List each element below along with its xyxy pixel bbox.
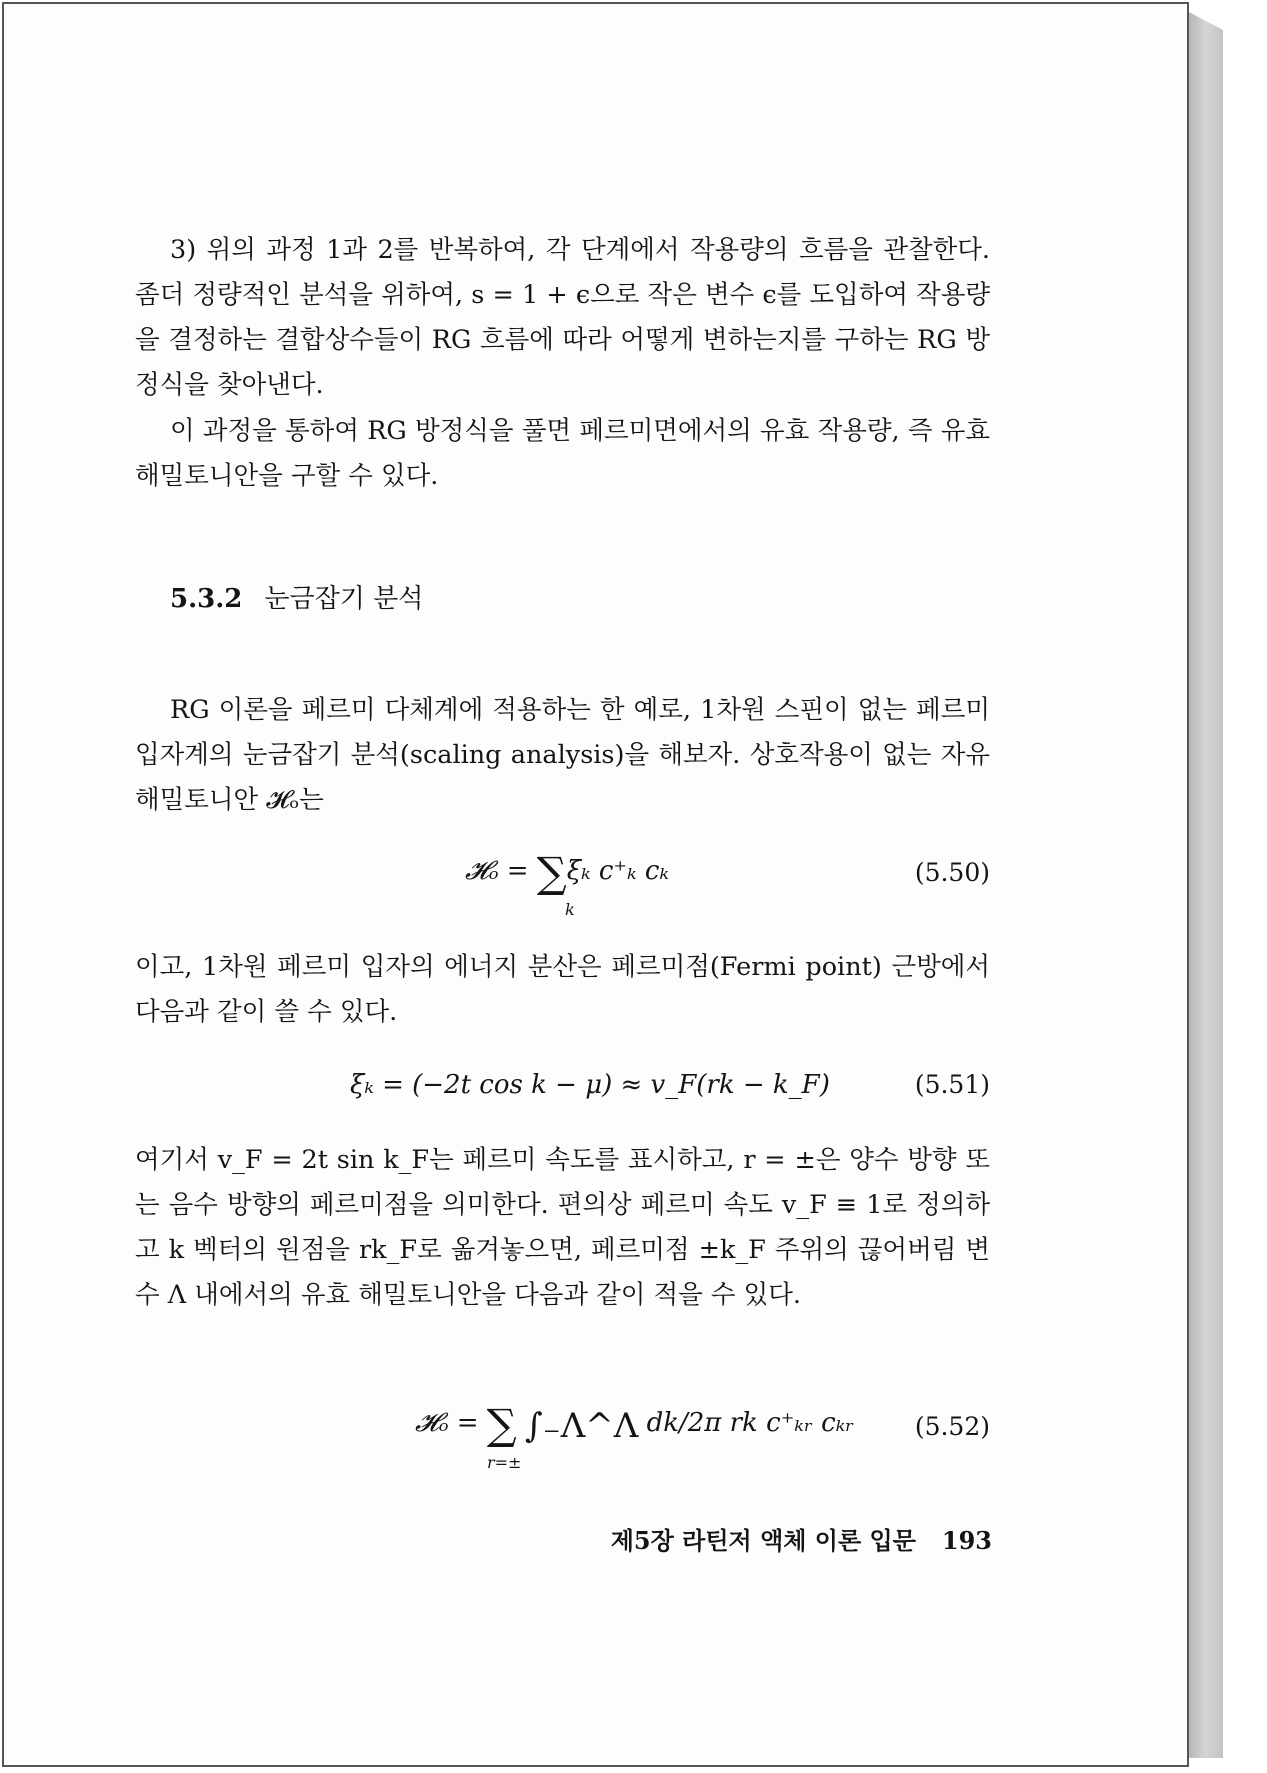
equation-5-50-number: (5.50) — [914, 858, 990, 887]
equation-5-50-sum-index: k — [565, 900, 575, 919]
equation-5-52-formula: 𝓗ₒ = ∑ ∫₋Λ^Λ dk/2π rk c⁺ₖᵣ cₖᵣ — [415, 1400, 855, 1449]
section-title: 눈금잡기 분석 — [264, 584, 424, 614]
page-edge-shadow — [1189, 12, 1223, 1758]
section-heading — [170, 578, 423, 615]
paragraph-dispersion: 이고, 1차원 페르미 입자의 에너지 분산은 페르미점(Fermi point) 근방에서 다음과 같이 쓸 수 있다. — [135, 952, 990, 1027]
section-number: 5.3.2 — [170, 584, 243, 614]
paragraph-scaling-intro: RG 이론을 페르미 다체계에 적용하는 한 예로, 1차원 스핀이 없는 페르미 입자계의 눈금잡기 분석(scaling analysis)을 해보자. 상호작용이 없는 자유 해밀토니안 𝓗ₒ는 — [135, 695, 990, 815]
equation-5-52 — [135, 1395, 990, 1475]
equation-5-52-number: (5.52) — [914, 1412, 990, 1441]
equation-5-51 — [135, 1070, 990, 1130]
equation-5-50-formula: 𝓗ₒ = ∑ξₖ c⁺ₖ cₖ — [465, 848, 669, 897]
paragraph-step-3: 3) 위의 과정 1과 2를 반복하여, 각 단계에서 작용량의 흐름을 관찰한다. 좀더 정량적인 분석을 위하여, s = 1 + ϵ으로 작은 변수 ϵ를 도입하여 작용량을 결정하는 결합상수들이 RG 흐름에 따라 어떻게 변하는지를 구하는 RG 방정식을 찾아낸다. — [135, 235, 990, 400]
equation-5-52-sum-index: r=± — [487, 1453, 522, 1472]
equation-5-51-number: (5.51) — [914, 1070, 990, 1099]
paragraph-fermi-velocity: 여기서 v_F = 2t sin k_F는 페르미 속도를 표시하고, r = ±은 양수 방향 또는 음수 방향의 페르미점을 의미한다. 편의상 페르미 속도 v_F ≡ 1로 정의하고 k 벡터의 원점을 rk_F로 옮겨놓으면, 페르미점 ±k_F 주위의 끊어버림 변수 Λ 내에서의 유효 해밀토니안을 다음과 같이 적을 수 있다. — [135, 1145, 990, 1310]
equation-5-51-formula: ξₖ = (−2t cos k − μ) ≈ v_F(rk − k_F) — [350, 1070, 830, 1100]
page-number: 193 — [941, 1526, 992, 1555]
footer-chapter-title: 제5장 라틴저 액체 이론 입문 — [610, 1526, 916, 1555]
paragraph-rg-result: 이 과정을 통하여 RG 방정식을 풀면 페르미면에서의 유효 작용량, 즉 유효 해밀토니안을 구할 수 있다. — [135, 416, 990, 491]
equation-5-50 — [135, 848, 990, 919]
running-footer — [611, 1521, 992, 1556]
